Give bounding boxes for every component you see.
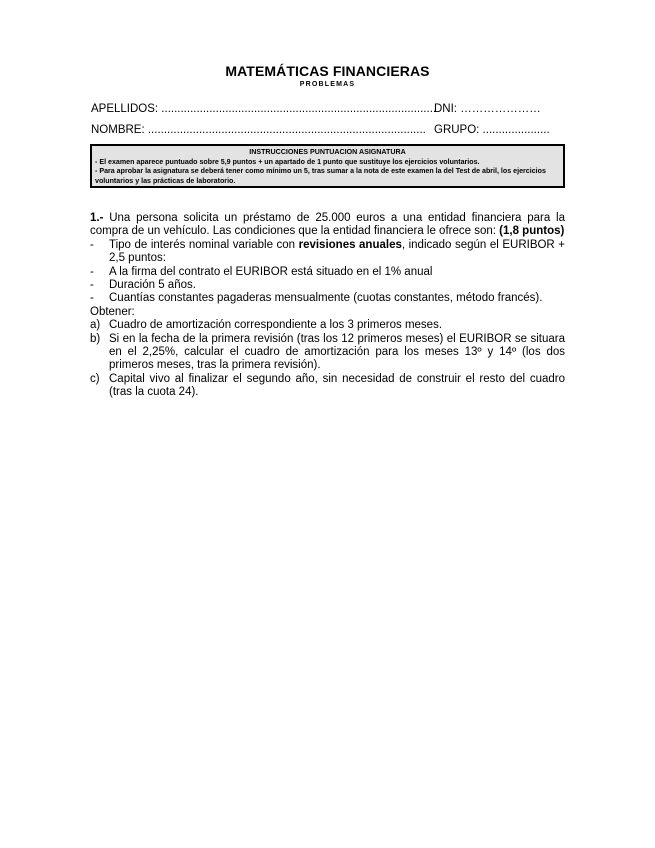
- condition-marker: -: [90, 265, 94, 278]
- condition-marker: -: [90, 292, 94, 305]
- problem-points: (1,8 puntos): [499, 225, 565, 238]
- task-item: b) Si en la fecha de la primera revisión (tras los 12 primeros meses) el EURIBOR se situara en el 2,25%, calcular el cuadro de amortización para los meses 13º y 14º (los dos primeros meses, tras la primera revisión).: [90, 332, 565, 372]
- task-marker: a): [90, 319, 101, 332]
- conditions-list: [90, 239, 565, 306]
- document-subtitle: PROBLEMAS: [299, 81, 356, 88]
- problem-intro: Una persona solicita un préstamo de 25.000 euros a una entidad financiera para la compra de un vehículo. Las condiciones que la entidad financiera le ofrece son:: [90, 212, 565, 238]
- tasks-list: [90, 319, 565, 399]
- document-title: MATEMÁTICAS FINANCIERAS: [225, 63, 430, 79]
- apellidos-field: APELLIDOS: ......................................................................................: [91, 103, 437, 115]
- task-item: a) Cuadro de amortización correspondiente a los 3 primeros meses.: [90, 319, 443, 332]
- condition-marker: -: [90, 279, 94, 292]
- condition-item: - A la firma del contrato el EURIBOR está situado en el 1% anual: [90, 265, 433, 278]
- problem-number: 1.-: [90, 212, 104, 224]
- dni-field: DNI: …………………: [434, 103, 541, 115]
- condition-marker: -: [90, 238, 94, 251]
- nombre-grupo-row: [91, 124, 566, 136]
- instructions-box: [90, 144, 565, 188]
- condition-item: - Cuantías constantes pagaderas mensualmente (cuotas constantes, método francés).: [90, 292, 543, 305]
- obtain-label: Obtener:: [90, 305, 135, 318]
- condition-item: - Tipo de interés nominal variable con revisiones anuales, indicado según el EURIBOR + 2,5 puntos:: [90, 238, 565, 265]
- nombre-field: NOMBRE: .......................................................................................: [91, 124, 426, 136]
- task-marker: c): [90, 372, 100, 385]
- instructions-line-1: - El examen aparece puntuado sobre 5,9 puntos + un apartado de 1 punto que sustituye los ejercicios voluntarios.: [95, 157, 480, 166]
- task-marker: b): [90, 332, 101, 345]
- problem-1: [90, 212, 565, 400]
- task-item: c) Capital vivo al finalizar el segundo año, sin necesidad de construir el resto del cuadro (tras la cuota 24).: [90, 372, 565, 399]
- condition-bold-text: revisiones anuales: [298, 238, 402, 251]
- condition-item: - Duración 5 años.: [90, 279, 196, 292]
- apellidos-dni-row: [91, 103, 566, 115]
- grupo-field: GRUPO: .....................: [434, 124, 550, 136]
- problem-statement: [90, 212, 565, 239]
- instructions-title: INSTRUCCIONES PUNTUACION ASIGNATURA: [249, 148, 406, 156]
- instructions-line-2: - Para aprobar la asignatura se deberá tener como mínimo un 5, tras sumar a la nota de este examen la del Test de abril, los ejercicios voluntarios y las prácticas de laboratorio.: [95, 167, 546, 185]
